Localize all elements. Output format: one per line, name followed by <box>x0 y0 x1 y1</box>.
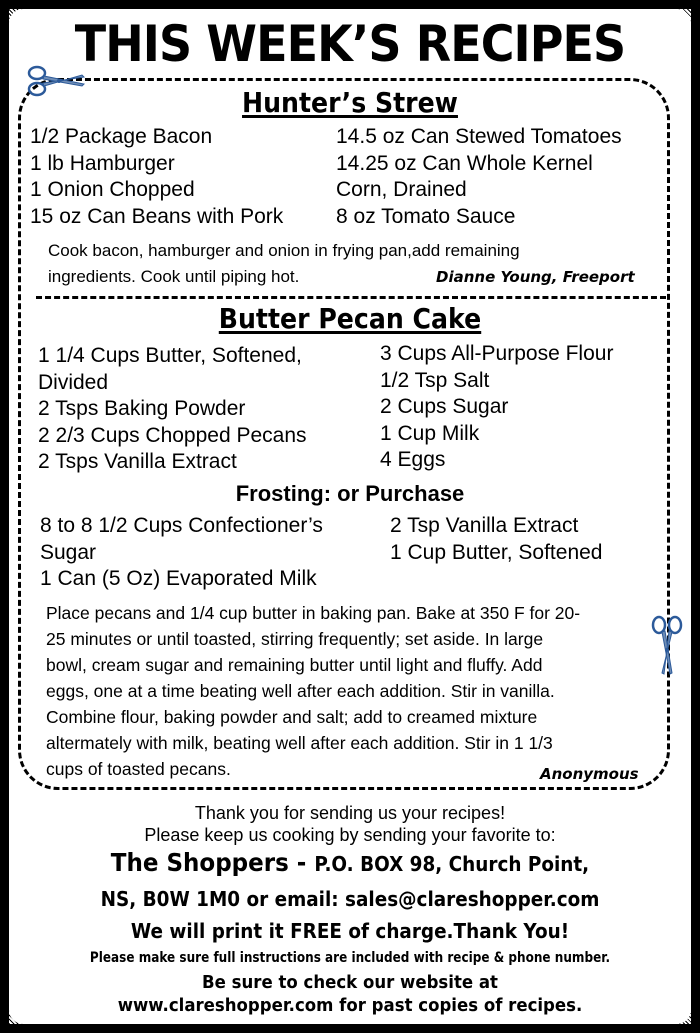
ingredient: 2 Tsps Vanilla Extract <box>38 450 237 473</box>
instructions-line: Cook bacon, hamburger and onion in frying pan,add remaining <box>48 241 520 260</box>
ingredient: 1 1/4 Cups Butter, Softened, <box>38 344 302 367</box>
instructions-line: Place pecans and 1/4 cup butter in baking pan. Bake at 350 F for 20- <box>46 603 581 623</box>
ingredient: Divided <box>38 370 109 394</box>
footer-website-note: Be sure to check our website at <box>202 972 498 993</box>
ingredient: 4 Eggs <box>380 448 446 471</box>
instructions-line: ingredients. Cook until piping hot. <box>48 267 300 286</box>
ingredients-column-1 <box>30 124 283 230</box>
ingredient: 1 Onion Chopped <box>30 178 195 201</box>
ingredient: 1/2 Tsp Salt <box>380 368 490 392</box>
ingredients-column-2 <box>336 124 622 230</box>
ingredient: 15 oz Can Beans with Pork <box>30 204 284 228</box>
ingredient: 2 2/3 Cups Chopped Pecans <box>38 423 307 447</box>
ingredients-column-1 <box>38 343 307 476</box>
frosting-title: Frosting: or Purchase <box>235 481 465 506</box>
instructions-line: altermately with milk, beating well after each addition. Stir in 1 1/3 <box>46 733 553 753</box>
instructions-line: cups of toasted pecans. <box>46 759 231 779</box>
ingredients-column-2 <box>380 341 613 474</box>
instructions-line: Combine flour, baking powder and salt; add to creamed mixture <box>46 707 538 727</box>
ingredient: 14.25 oz Can Whole Kernel <box>336 151 593 175</box>
footer-invite: Please keep us cooking by sending your favorite to: <box>144 825 556 845</box>
ingredient: 1 lb Hamburger <box>30 151 175 175</box>
recipe-title-butter-pecan-cake: Butter Pecan Cake <box>218 302 482 335</box>
ingredient: 2 Tsps Baking Powder <box>38 397 246 420</box>
footer-thank-you: Thank you for sending us your recipes! <box>194 803 506 823</box>
ingredient: 1 Cup Butter, Softened <box>390 540 603 564</box>
footer-website-url: www.clareshopper.com for past copies of recipes. <box>117 995 583 1016</box>
footer-address: P.O. BOX 98, Church Point, <box>314 852 590 876</box>
ingredient: 1/2 Package Bacon <box>30 125 213 148</box>
frosting-column-2 <box>390 513 602 566</box>
instructions-line: 25 minutes or until toasted, stirring frequently; set aside. In large <box>46 629 544 649</box>
ingredient: 1 Can (5 Oz) Evaporated Milk <box>40 567 317 590</box>
footer-address-line <box>28 848 672 879</box>
ingredient: 14.5 oz Can Stewed Tomatoes <box>336 125 622 148</box>
ingredient: 3 Cups All-Purpose Flour <box>380 342 614 365</box>
footer-email-line: NS, B0W 1M0 or email: sales@clareshopper.com <box>100 887 600 911</box>
ingredient: Corn, Drained <box>336 178 467 201</box>
instructions-line: eggs, one at a time beating well after each addition. Stir in vanilla. <box>46 681 555 701</box>
ingredient: Sugar <box>40 540 97 564</box>
footer-instructions-note: Please make sure full instructions are included with recipe & phone number. <box>89 950 611 966</box>
recipe-signature: Anonymous <box>540 765 639 783</box>
scissors-icon <box>650 614 684 676</box>
cake-instructions <box>46 600 580 782</box>
recipe-signature: Dianne Young, Freeport <box>436 268 635 286</box>
ingredient: 2 Tsp Vanilla Extract <box>390 514 579 537</box>
ingredient: 8 oz Tomato Sauce <box>336 204 516 228</box>
brand-name: The Shoppers - <box>110 848 315 877</box>
ingredient: 8 to 8 1/2 Cups Confectioner’s <box>40 514 323 537</box>
frosting-column-1 <box>40 513 323 593</box>
instructions-line: bowl, cream sugar and remaining butter until light and fluffy. Add <box>46 655 543 675</box>
ingredient: 2 Cups Sugar <box>380 395 509 418</box>
ingredient: 1 Cup Milk <box>380 421 480 445</box>
footer-free-line: We will print it FREE of charge.Thank You! <box>130 919 570 943</box>
recipe-title-hunters-strew: Hunter’s Strew <box>242 86 458 119</box>
recipe-divider <box>36 296 666 299</box>
page-title: THIS WEEK’S RECIPES <box>74 15 626 73</box>
